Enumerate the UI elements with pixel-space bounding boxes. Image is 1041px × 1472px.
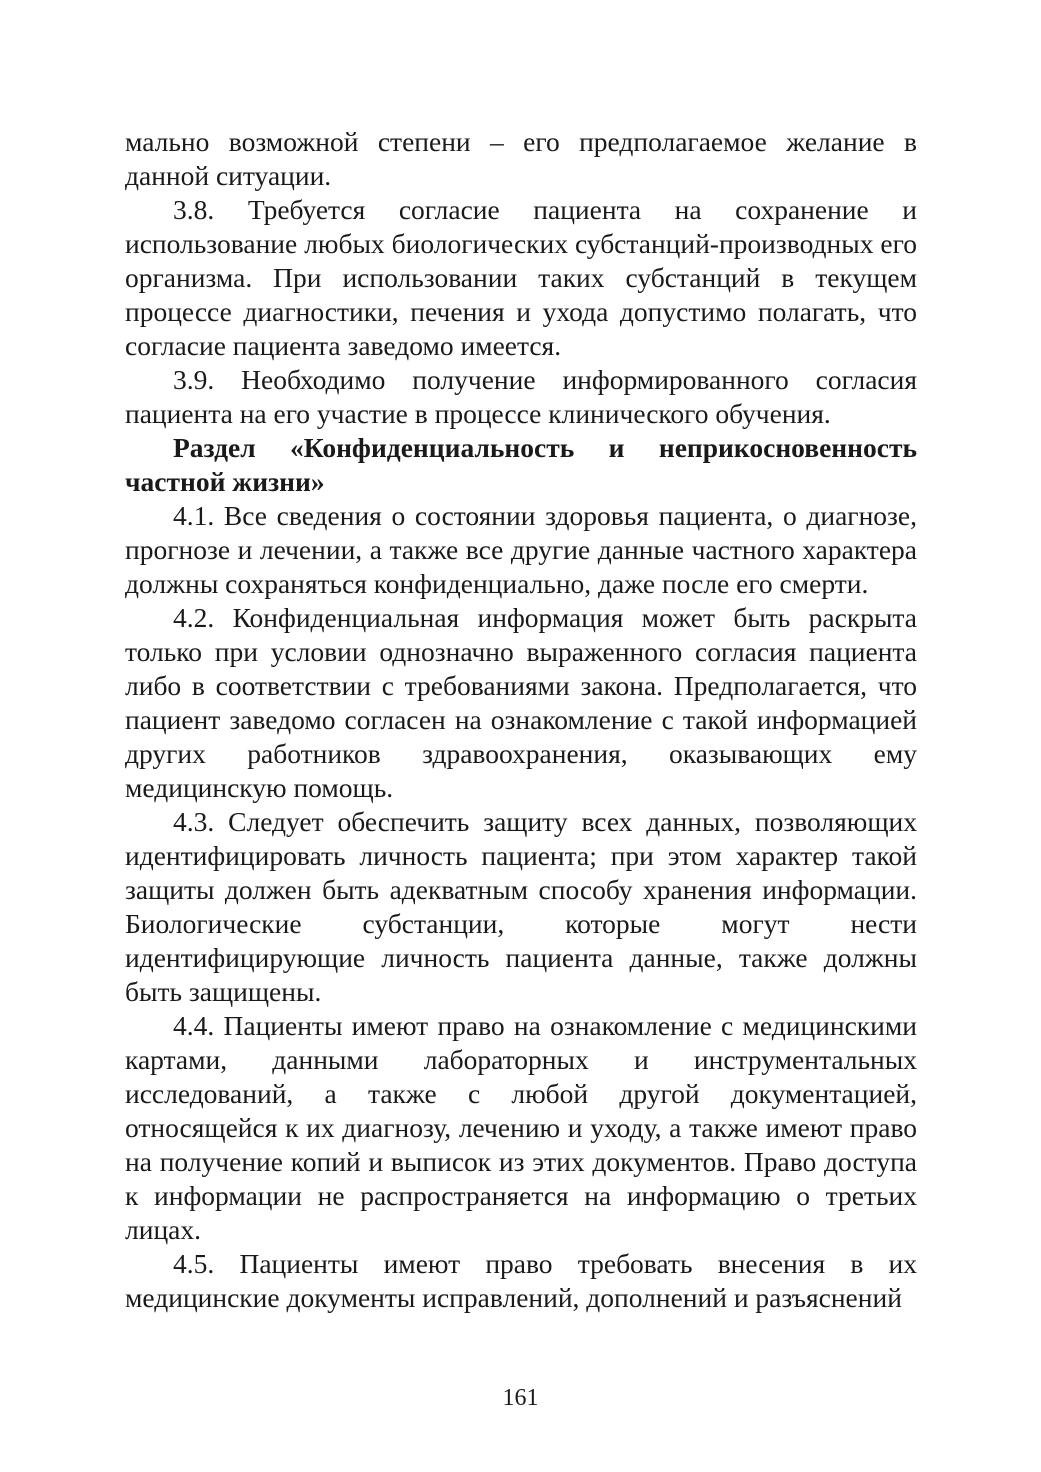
- paragraph-3-9: 3.9. Необходимо получение информированного согласия пациента на его участие в процессе клинического обучения.: [125, 364, 917, 429]
- document-page: [125, 125, 917, 1315]
- page-number: 161: [502, 1385, 539, 1411]
- paragraph-continuation: мально возможной степени – его предполагаемое желание в данной ситуации.: [125, 126, 917, 191]
- section-heading: Раздел «Конфиденциальность и неприкосновенность частной жизни»: [125, 432, 917, 497]
- paragraph-4-5: 4.5. Пациенты имеют право требовать внесения в их медицинские документы исправлений, дополнений и разъяснений: [125, 1248, 917, 1313]
- paragraph-4-1: 4.1. Все сведения о состоянии здоровья пациента, о диагнозе, прогнозе и лечении, а также все другие данные частного характера должны сохраняться конфиденциально, даже после его смерти.: [125, 500, 917, 599]
- paragraph-4-4: 4.4. Пациенты имеют право на ознакомление с медицинскими картами, данными лабораторных и инструментальных исследований, а также с любой другой документацией, относящейся к их диагнозу, лечению и уходу, а также имеют право на получение копий и выписок из этих документов. Право доступа к информации не распространяется на информацию о третьих лицах.: [125, 1010, 917, 1245]
- paragraph-4-3: 4.3. Следует обеспечить защиту всех данных, позволяющих идентифицировать личность пациента; при этом характер такой защиты должен быть адекватным способу хранения информации. Биологические субстанции, которые могут нести идентифицирующие личность пациента данные, также должны быть защищены.: [125, 806, 917, 1007]
- paragraph-3-8: 3.8. Требуется согласие пациента на сохранение и использование любых биологических субстанций-производных его организма. При использовании таких субстанций в текущем процессе диагностики, печения и ухода допустимо полагать, что согласие пациента заведомо имеется.: [125, 194, 917, 361]
- paragraph-4-2: 4.2. Конфиденциальная информация может быть раскрыта только при условии однозначно выраженного согласия пациента либо в соответствии с требованиями закона. Предполагается, что пациент заведомо согласен на ознакомление с такой информацией других работников здравоохранения, оказывающих ему медицинскую помощь.: [125, 602, 917, 803]
